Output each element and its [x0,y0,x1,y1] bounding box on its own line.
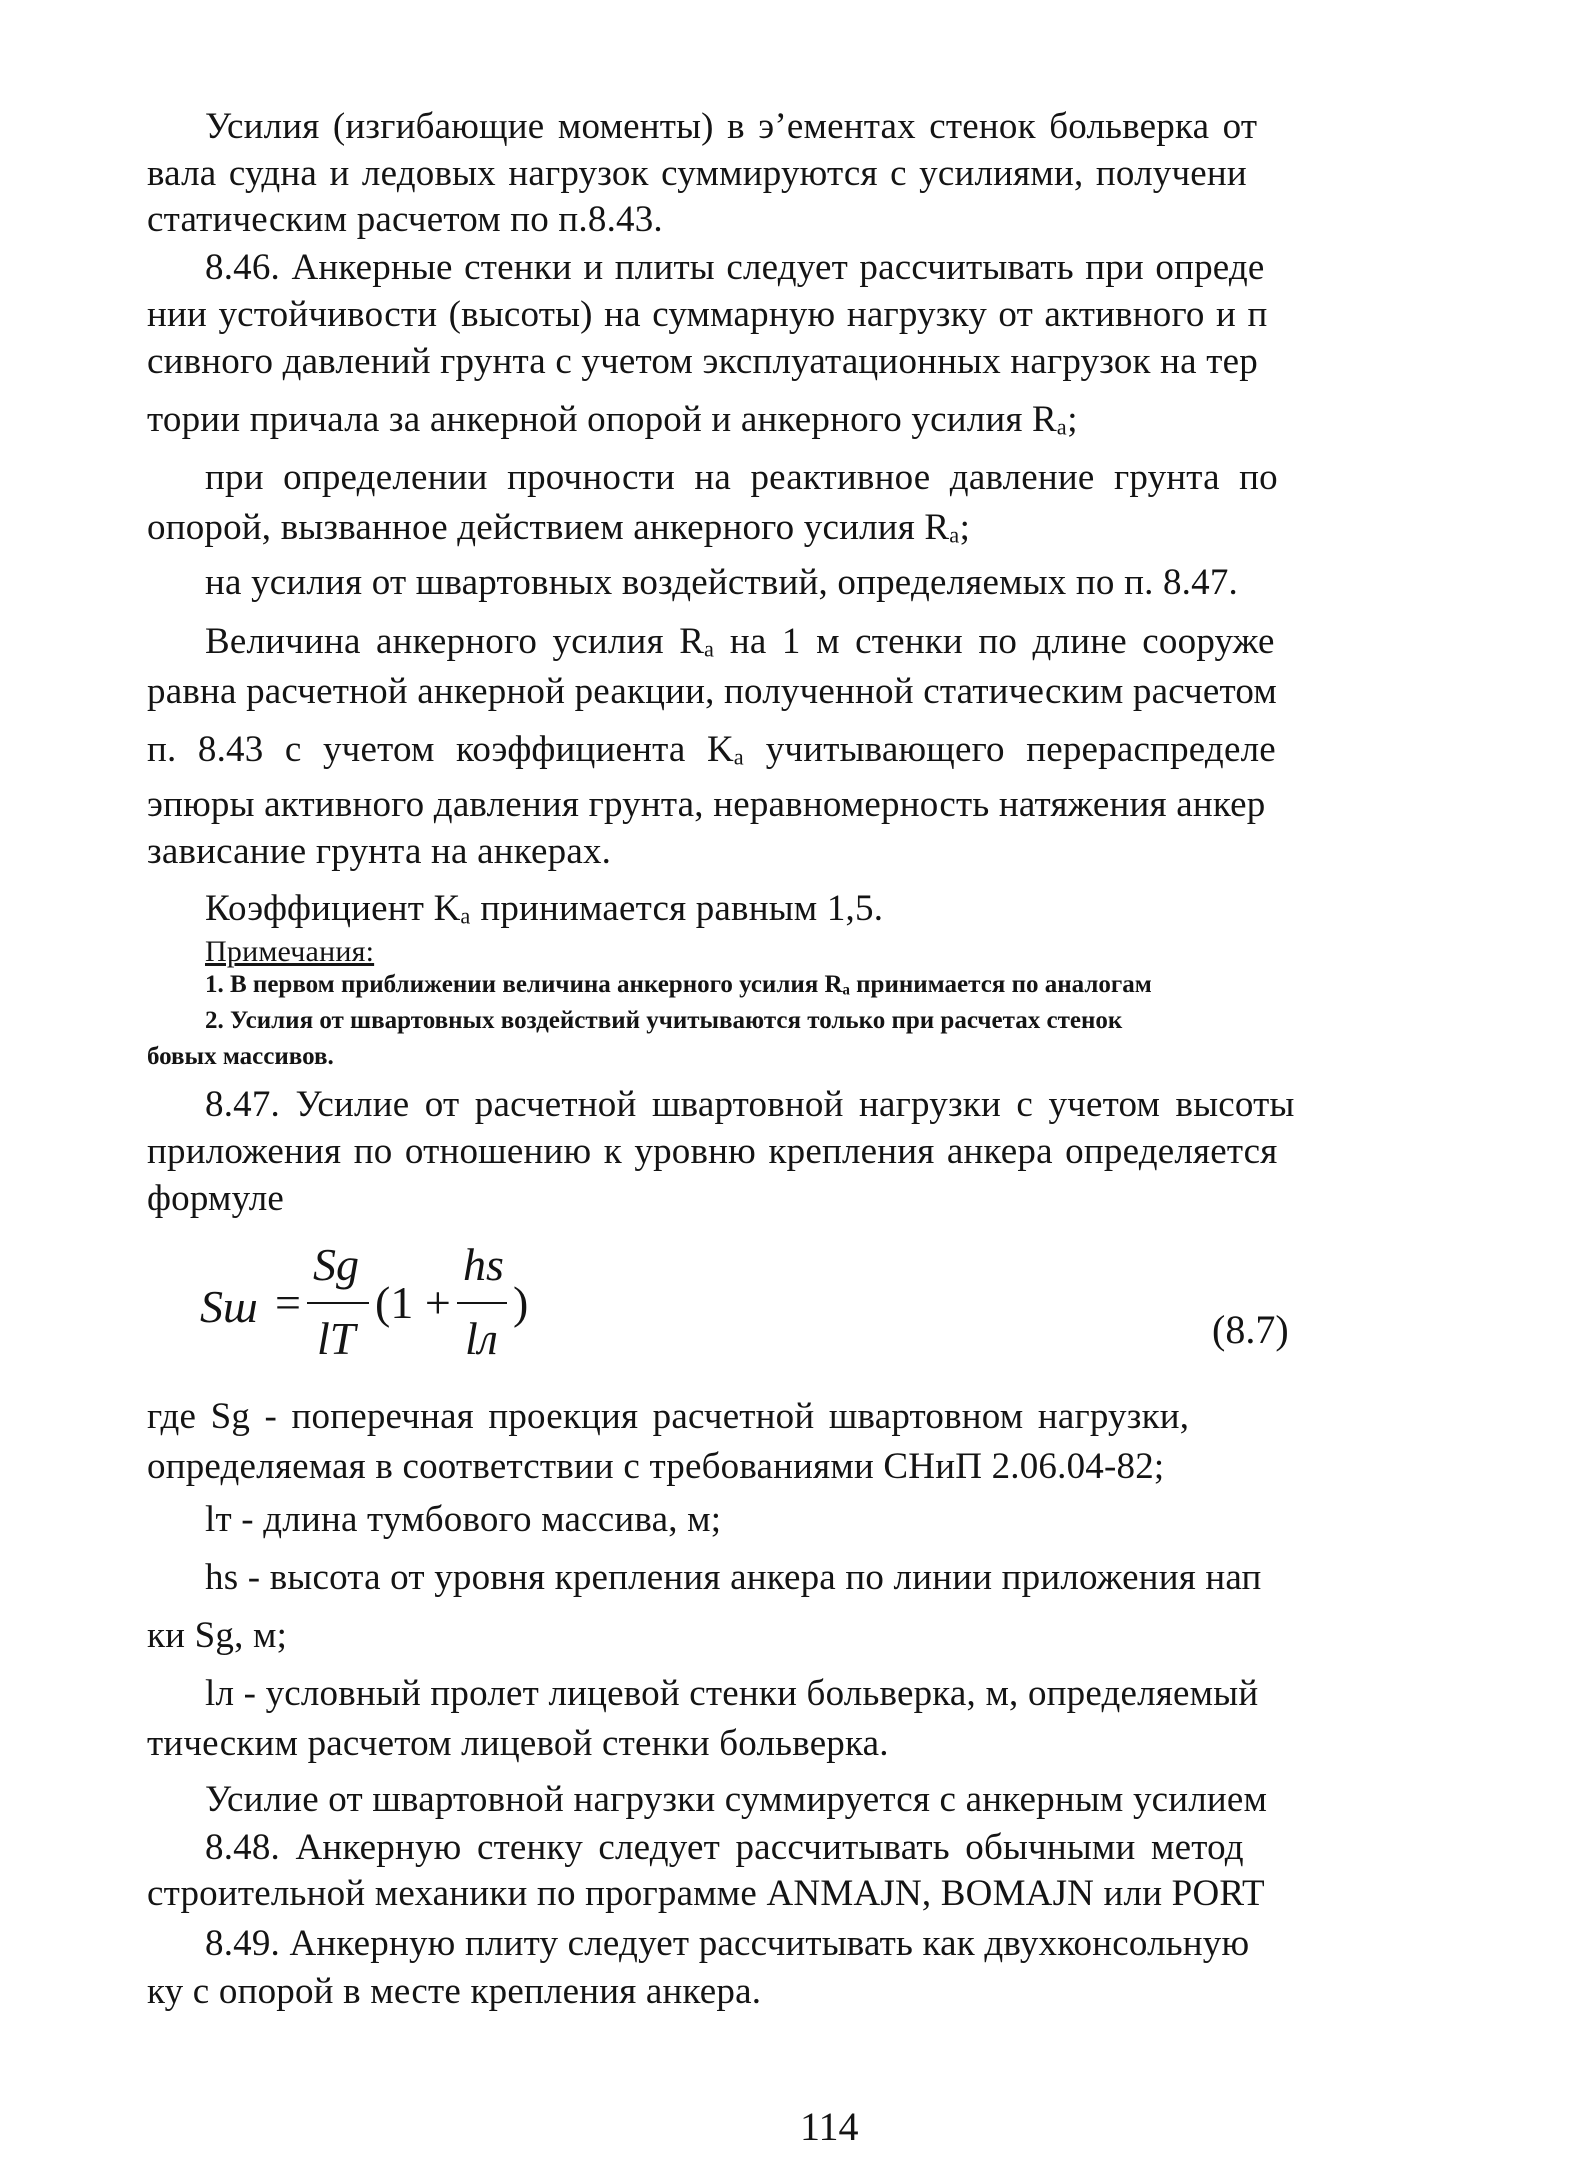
text-line: на усилия от швартовных воздействий, определяемых по п. 8.47. [205,562,1238,603]
text-line: где Sg - поперечная проекция расчетной швартовном нагрузки, [147,1396,1190,1437]
text-line: сивного давлений грунта с учетом эксплуатационных нагрузок на тер [147,341,1258,382]
fraction-bar [457,1302,507,1304]
fraction-bar [307,1302,369,1304]
text-line: 8.49. Анкерную плиту следует рассчитывать как двухконсольную [205,1923,1250,1964]
text-line: lл - условный пролет лицевой стенки больверка, м, определяемый [205,1673,1259,1714]
text-line: формуле [147,1178,284,1219]
text-line: приложения по отношению к уровню крепления анкера определяется [147,1131,1278,1172]
text-line: 8.46. Анкерные стенки и плиты следует рассчитывать при опреде [205,247,1265,288]
text-line: при определении прочности на реактивное давление грунта по [205,457,1278,498]
note-line: 2. Усилия от швартовных воздействий учитываются только при расчетах стенок [205,1007,1123,1034]
formula-lhs: Sш [200,1281,258,1332]
text-line: строительной механики по программе ANMAJN, BOMAJN или PORT [147,1873,1265,1914]
text-line: ки Sg, м; [147,1615,288,1656]
text-line: hs - высота от уровня крепления анкера по линии приложения нап [205,1557,1262,1598]
formula-paren-open: (1 + [375,1277,451,1328]
text-line: определяемая в соответствии с требованиями СНиП 2.06.04-82; [147,1446,1165,1487]
text-line: Величина анкерного усилия Rₐ на 1 м стенки по длине сооруже [205,621,1275,662]
equation-number: (8.7) [1212,1307,1289,1352]
text-line: ку с опорой в месте крепления анкера. [147,1971,762,2012]
text-line: Усилия (изгибающие моменты) в э’ементах стенок больверка от [205,106,1258,147]
formula-8-7 [195,1238,665,1378]
text-line: зависание грунта на анкерах. [147,831,612,872]
formula-numerator-1: Sg [313,1239,359,1290]
text-line: lт - длина тумбового массива, м; [205,1499,722,1540]
page-number: 114 [800,2104,859,2149]
formula-denominator-2: lл [465,1313,498,1364]
text-line: эпюры активного давления грунта, неравномерность натяжения анкер [147,784,1266,825]
note-line: бовых массивов. [147,1043,334,1070]
text-line: тическим расчетом лицевой стенки больверка. [147,1723,889,1764]
text-line: равна расчетной анкерной реакции, полученной статическим расчетом [147,671,1278,712]
text-line: тории причала за анкерной опорой и анкерного усилия Rₐ; [147,399,1078,440]
text-line: Усилие от швартовной нагрузки суммируется с анкерным усилием [205,1779,1268,1820]
text-line: п. 8.43 с учетом коэффициента Kₐ учитывающего перераспределе [147,729,1276,770]
text-line: нии устойчивости (высоты) на суммарную нагрузку от активного и п [147,294,1268,335]
formula-numerator-2: hs [463,1239,504,1290]
formula-denominator-1: lT [317,1313,356,1364]
text-line: 8.47. Усилие от расчетной швартовной нагрузки с учетом высоты [205,1084,1295,1125]
text-line: 8.48. Анкерную стенку следует рассчитывать обычными метод [205,1827,1244,1868]
note-line: 1. В первом приближении величина анкерного усилия Rₐ принимается по аналогам [205,971,1152,998]
formula-equals: = [275,1277,301,1328]
text-line: вала судна и ледовых нагрузок суммируются с усилиями, получени [147,153,1247,194]
formula-paren-close: ) [513,1277,529,1328]
notes-heading: Примечания: [205,935,375,968]
text-line: статическим расчетом по п.8.43. [147,199,663,240]
text-line: Коэффициент Kₐ принимается равным 1,5. [205,888,884,929]
text-line: опорой, вызванное действием анкерного усилия Rₐ; [147,507,971,548]
